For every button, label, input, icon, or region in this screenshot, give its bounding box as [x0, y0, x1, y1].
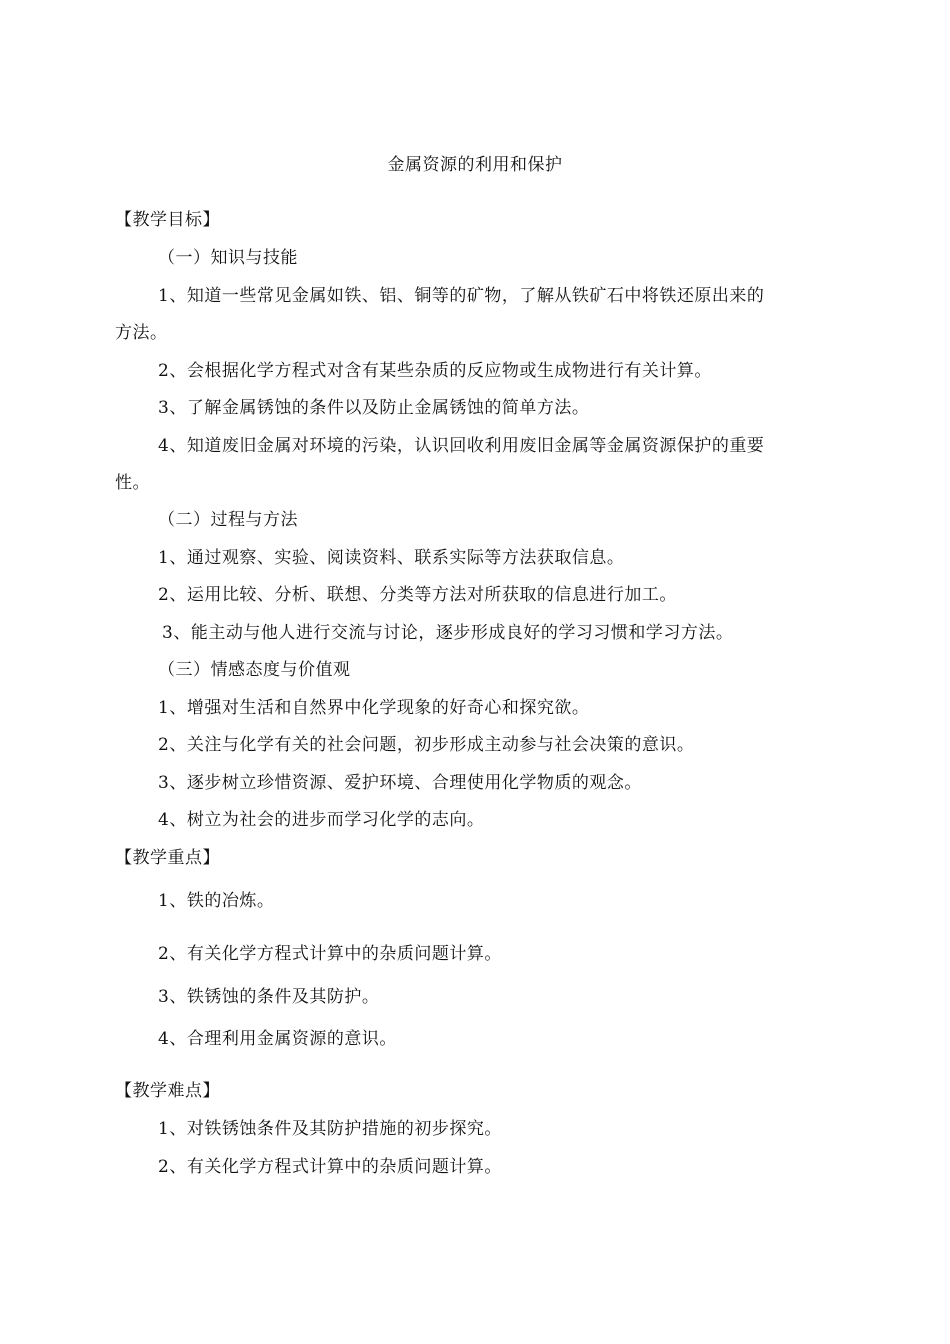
doc-title: 金属资源的利用和保护 [387, 155, 563, 175]
difficult-point-1: 1、对铁锈蚀条件及其防护措施的初步探究。 [158, 1119, 502, 1139]
process-item-3: 3、能主动与他人进行交流与讨论，逐步形成良好的学习习惯和学习方法。 [162, 623, 734, 643]
objectives-heading: 【教学目标】 [115, 210, 220, 230]
values-item-2: 2、关注与化学有关的社会问题，初步形成主动参与社会决策的意识。 [158, 735, 695, 755]
knowledge-item-1: 1、知道一些常见金属如铁、铝、铜等的矿物，了解从铁矿石中将铁还原出来的 [158, 286, 765, 306]
knowledge-item-4-cont: 性。 [115, 473, 150, 493]
values-item-3: 3、逐步树立珍惜资源、爱护环境、合理使用化学物质的观念。 [158, 773, 642, 793]
process-item-2: 2、运用比较、分析、联想、分类等方法对所获取的信息进行加工。 [158, 585, 677, 605]
difficult-point-2: 2、有关化学方程式计算中的杂质问题计算。 [158, 1157, 502, 1177]
knowledge-item-3: 3、了解金属锈蚀的条件以及防止金属锈蚀的简单方法。 [158, 398, 590, 418]
process-item-1: 1、通过观察、实验、阅读资料、联系实际等方法获取信息。 [158, 548, 625, 568]
difficult-points-heading: 【教学难点】 [115, 1081, 220, 1101]
knowledge-item-2: 2、会根据化学方程式对含有某些杂质的反应物或生成物进行有关计算。 [158, 361, 712, 381]
section-process-heading: （二）过程与方法 [158, 510, 298, 530]
knowledge-item-1-cont: 方法。 [115, 323, 168, 343]
section-values-heading: （三）情感态度与价值观 [158, 660, 351, 680]
key-point-1: 1、铁的冶炼。 [158, 891, 275, 911]
key-point-3: 3、铁锈蚀的条件及其防护。 [158, 987, 380, 1007]
knowledge-item-4: 4、知道废旧金属对环境的污染，认识回收利用废旧金属等金属资源保护的重要 [158, 436, 765, 456]
key-points-heading: 【教学重点】 [115, 848, 220, 868]
section-knowledge-heading: （一）知识与技能 [158, 248, 298, 268]
key-point-4: 4、合理利用金属资源的意识。 [158, 1029, 397, 1049]
key-point-2: 2、有关化学方程式计算中的杂质问题计算。 [158, 944, 502, 964]
values-item-1: 1、增强对生活和自然界中化学现象的好奇心和探究欲。 [158, 698, 590, 718]
values-item-4: 4、树立为社会的进步而学习化学的志向。 [158, 810, 485, 830]
